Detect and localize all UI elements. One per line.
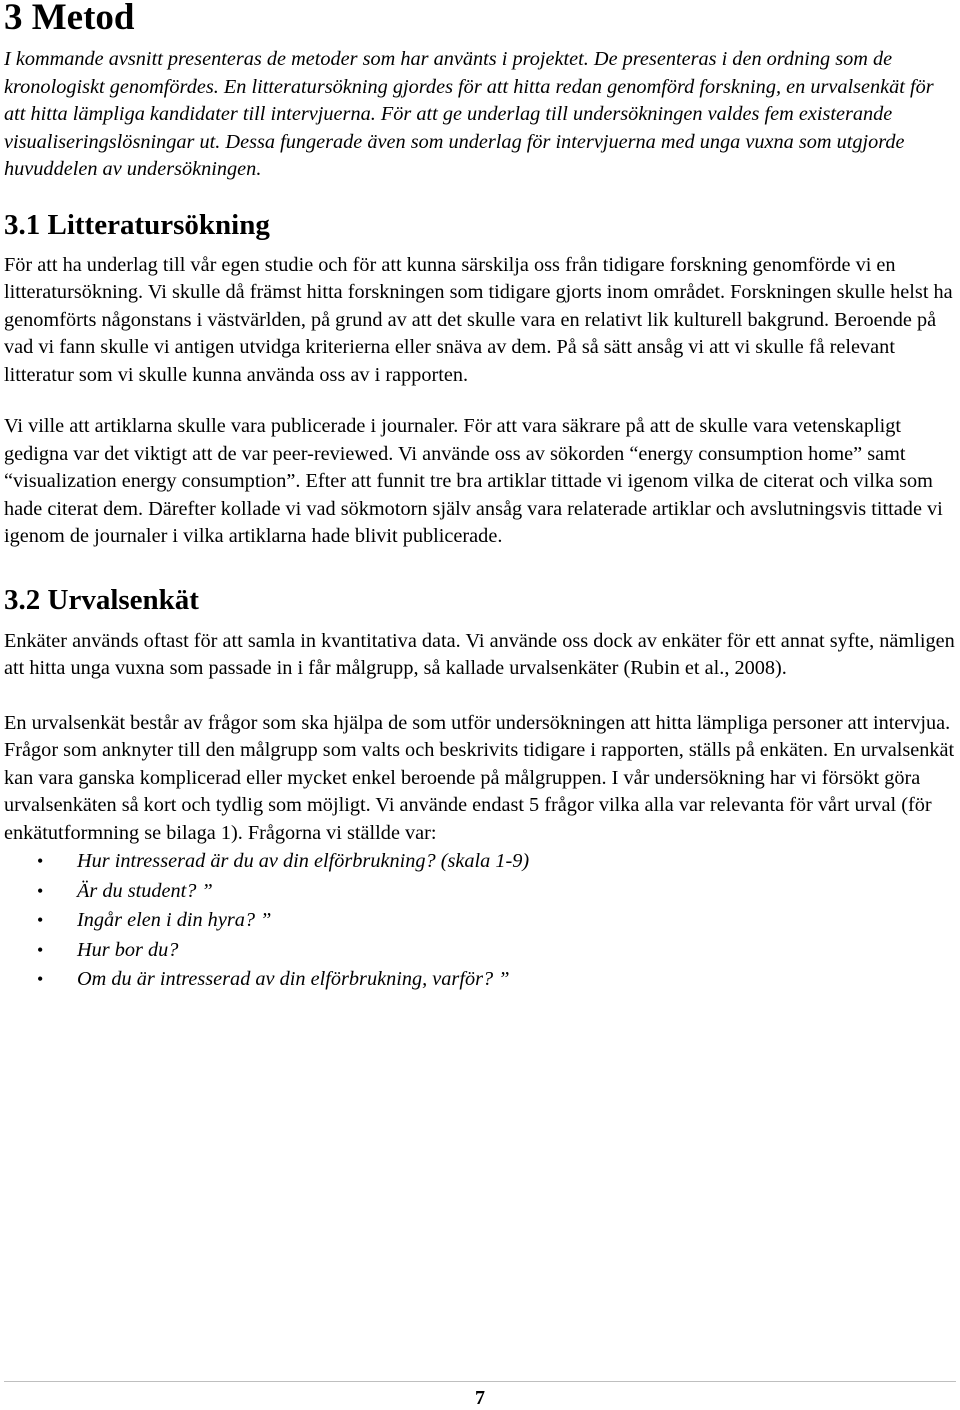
question-text: Är du student? ” xyxy=(77,879,213,902)
bullet-icon: • xyxy=(37,969,44,989)
section-heading-urvalsenkat: 3.2 Urvalsenkät xyxy=(4,583,199,616)
bullet-icon: • xyxy=(37,851,44,871)
paragraph: Vi ville att artiklarna skulle vara publicerade i journaler. För att vara säkrare på att de skulle vara vetenskapligt gedigna var det viktigt att de var peer-reviewed. Vi använde oss av sökorden “energy consumption home” samt “visualization energy consumption”. Efter att funnit tre bra artiklar tittade vi igenom vilka de citerat och vilka som hade citerat dem. Därefter kollade vi vad sökmotorn själv ansåg vara relaterade artiklar och avslutningsvis tittade vi igenom de journaler i vilka artiklarna hade blivit publicerade. xyxy=(4,415,943,547)
paragraph: Enkäter används oftast för att samla in kvantitativa data. Vi använde oss dock av enkäter för ett annat syfte, nämligen att hitta unga vuxna som passade in i får målgrupp, så kallade urvalsenkäter (Rubin et al., 2008). xyxy=(4,629,955,679)
list-item xyxy=(4,847,956,877)
question-text: Hur intresserad är du av din elförbrukning? (skala 1-9) xyxy=(77,850,530,872)
question-list xyxy=(4,847,956,995)
bullet-icon: • xyxy=(37,910,44,930)
footer-divider xyxy=(4,1381,956,1382)
bullet-icon: • xyxy=(37,939,44,960)
paragraph: För att ha underlag till vår egen studie och för att kunna särskilja oss från tidigare forskning genomförde vi en litteratursökning. Vi skulle då främst hitta forskningen som tidigare gjorts inom området. Forskningen skulle helst ha genomförts någonstans i västvärlden, på grund av att det skulle vara en relativt lik kulturell bakgrund. Beroende på vad vi fann skulle vi antigen utvidga kriterierna eller snäva av dem. På så sätt ansåg vi att vi skulle få relevant litteratur som vi skulle kunna använda oss av i rapporten. xyxy=(4,253,953,386)
document-page xyxy=(4,0,956,995)
list-item xyxy=(4,906,956,936)
bullet-icon: • xyxy=(37,880,44,901)
paragraph: En urvalsenkät består av frågor som ska hjälpa de som utför undersökningen att hitta lämpliga personer att intervjua. Frågor som anknyter till den målgrupp som valts och beskrivits tidigare i rapporten, ställs på enkäten. En urvalsenkät kan vara ganska komplicerad eller mycket enkel beroende på målgruppen. I vår undersökning har vi försökt göra urvalsenkäten så kort och tydlig som möjligt. Vi använde endast 5 frågor vilka alla var relevanta för vårt urval (för enkätutformning se bilaga 1). Frågorna vi ställde var: xyxy=(4,711,955,844)
page-number: 7 xyxy=(475,1387,485,1409)
chapter-intro: I kommande avsnitt presenteras de metoder som har använts i projektet. De presenteras i den ordning som de kronologiskt genomfördes. En litteratursökning gjordes för att hitta redan genomförd forskning, en urvalsenkät för att hitta lämpliga kandidater till intervjuerna. För att ge underlag till undersökningen valdes fem existerande visualiseringslösningar ut. Dessa fungerade även som underlag för intervjuerna med unga vuxna som utgjorde huvuddelen av undersökningen. xyxy=(4,48,934,180)
chapter-title: 3 Metod xyxy=(4,0,135,38)
section-heading-litteratursokning: 3.1 Litteratursökning xyxy=(4,208,270,241)
list-item xyxy=(4,965,956,995)
question-text: Ingår elen i din hyra? ” xyxy=(77,909,272,931)
question-text: Hur bor du? xyxy=(77,938,179,961)
list-item xyxy=(4,877,956,907)
question-text: Om du är intresserad av din elförbrukning, varför? ” xyxy=(77,968,510,990)
list-item xyxy=(4,936,956,966)
